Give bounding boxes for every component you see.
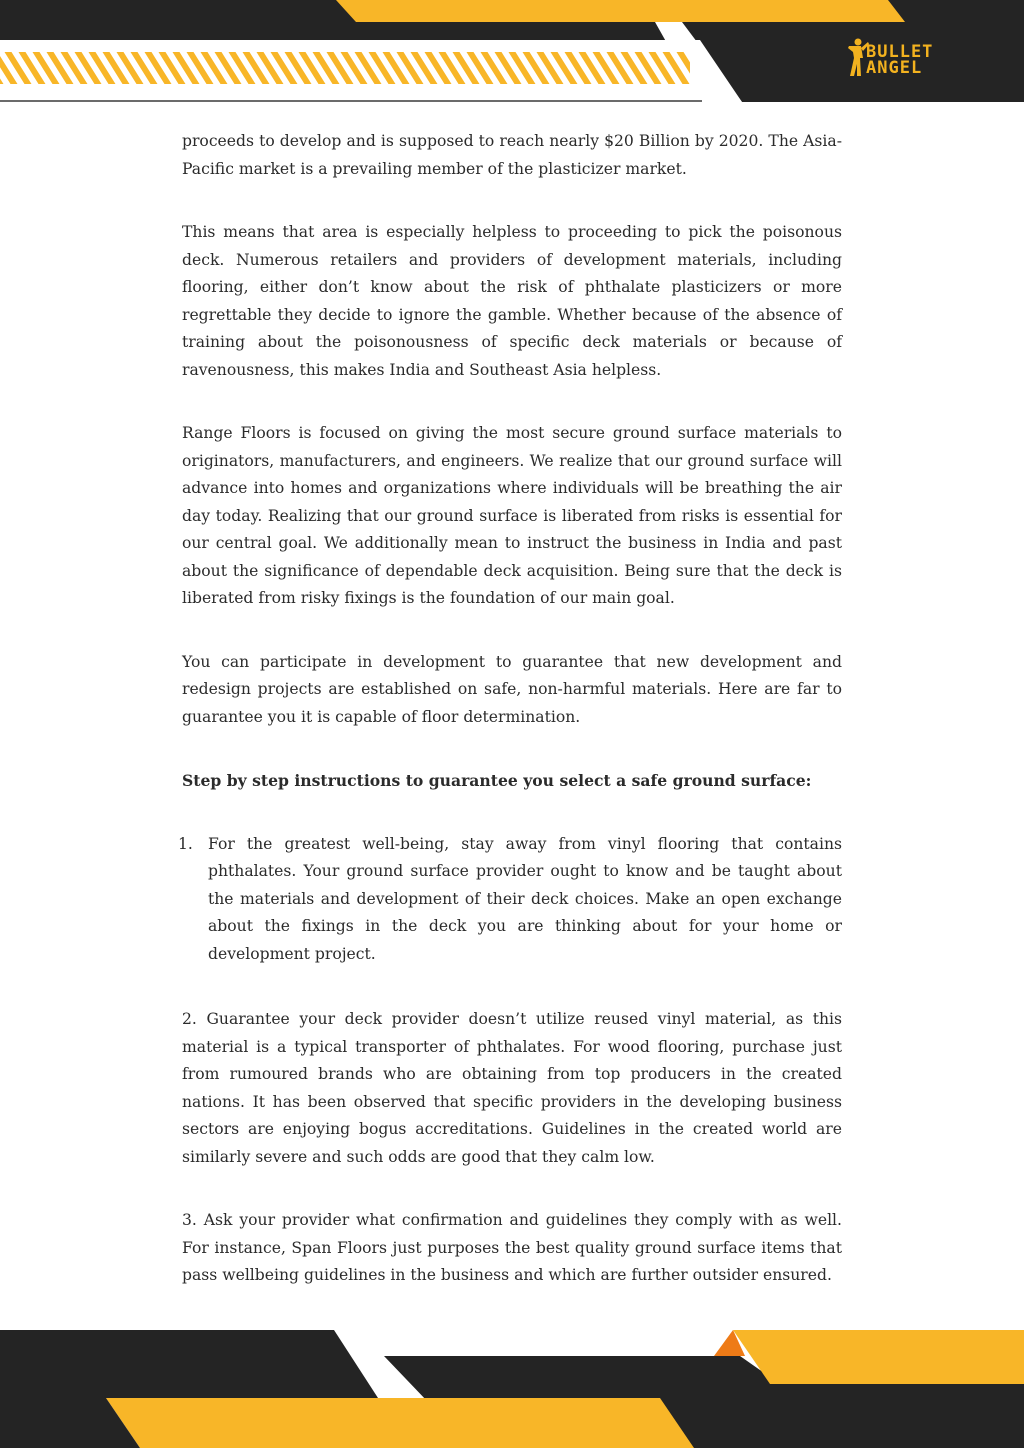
section-heading: Step by step instructions to guarantee you select a safe ground surface: — [182, 771, 812, 790]
footer-yellow-right — [733, 1330, 1024, 1384]
paragraph-1: proceeds to develop and is supposed to reach nearly $20 Billion by 2020. The Asia-Pacific market is a prevailing member of the plasticizer market. — [182, 132, 842, 178]
footer-dark-left — [0, 1330, 378, 1398]
list-item-1 — [178, 831, 842, 969]
footer-yellow-left — [106, 1398, 694, 1448]
header-yellow-bar — [336, 0, 905, 22]
list-item-2: 2. Guarantee your deck provider doesn’t utilize reused vinyl material, as this material is a typical transporter of phthalates. For wood flooring, purchase just from rumoured brands who are obtaining from top producers in the created nations. It has been observed that specific providers in the developing business sectors are enjoying bogus accreditations. Guidelines in the created world are similarly severe and such odds are good that they calm low. — [182, 1010, 842, 1166]
paragraph-2: This means that area is especially helpless to proceeding to pick the poisonous deck. Numerous retailers and providers of development materials, including flooring, either don’t know about the risk of phthalate plasticizers or more regrettable they decide to ignore the gamble. Whether because of the absence of training about the poisonousness of specific deck materials or because of ravenousness, this makes India and Southeast Asia helpless. — [182, 223, 842, 379]
hazard-stripes — [0, 52, 690, 84]
paragraph-4: You can participate in development to guarantee that new development and redesign projects are established on safe, non-harmful materials. Here are far to guarantee you it is capable of floor determination. — [182, 652, 842, 726]
logo-wordmark — [866, 44, 933, 76]
list-item-3: 3. Ask your provider what confirmation and guidelines they comply with as well. For instance, Span Floors just purposes the best quality ground surface items that pass wellbeing guidelines in the business and which are further outsider ensured. — [182, 1211, 842, 1284]
logo-line-2: ANGEL — [866, 58, 923, 78]
list-item-1-number: 1. — [178, 834, 193, 853]
footer-banner — [0, 1326, 1024, 1448]
document-body — [178, 128, 842, 1290]
paragraph-3: Range Floors is focused on giving the most secure ground surface materials to originators, manufacturers, and engineers. We realize that our ground surface will advance into homes and organizations where individuals will be breathing the air day today. Realizing that our ground surface is liberated from risks is essential for our central goal. We additionally mean to instruct the business in India and past about the significance of dependable deck acquisition. Being sure that the deck is liberated from risky fixings is the foundation of our main goal. — [182, 424, 842, 607]
list-item-1-text: For the greatest well-being, stay away from vinyl flooring that contains phthalates. Your ground surface provider ought to know and be taught about the materials and development of their deck choices. Make an open exchange about the fixings in the deck you are thinking about for your home or development project. — [208, 834, 842, 963]
logo-line-1: BULLET — [866, 42, 934, 62]
